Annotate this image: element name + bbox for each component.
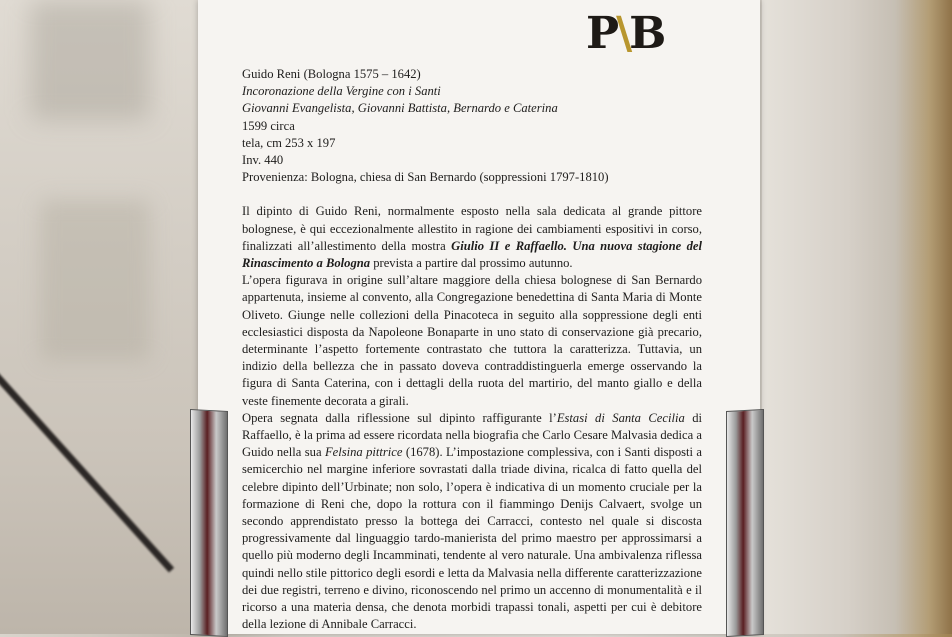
inventory-line: Inv. 440: [242, 153, 284, 168]
artwork-header: [242, 66, 702, 186]
medium-line: tela, cm 253 x 197: [242, 135, 336, 150]
description: [242, 203, 702, 633]
background-wall-right: [762, 0, 952, 634]
paragraph-1-text-b: prevista a partire dal prossimo autunno.: [370, 256, 573, 271]
date-line: 1599 circa: [242, 118, 295, 133]
raphael-work-title: Estasi di Santa Cecilia: [556, 410, 685, 425]
title-line-1: Incoronazione della Vergine con i Santi: [242, 84, 441, 99]
pnb-logo: [586, 8, 667, 59]
blurred-fixture-top: [30, 0, 150, 120]
paragraph-2: L’opera figurava in origine sull’altare maggiore della chiesa bolognese di San Bernardo appartenuta, insieme al convento, alla Congregazione benedettina di Santa Maria di Monte Oliveto. Giunge nelle collezioni della Pinacoteca in seguito alla soppressione degli enti ecclesiastici disposta da Napoleone Bonaparte in uno stato di conservazione già precario, determinante l’aspetto fortemente contrastato che tuttora la caratterizza. Tuttavia, un indizio della bellezza che in passato doveva contraddistinguerla emerge osservando la figura di Santa Caterina, con i dettagli della ruota del martirio, del manto giallo e della veste finemente decorata a girali.: [242, 273, 702, 408]
title-line-2: Giovanni Evangelista, Giovanni Battista, Bernardo e Caterina: [242, 101, 558, 116]
logo-letter-p: P: [586, 8, 621, 59]
artist-line: Guido Reni (Bologna 1575 – 1642): [242, 67, 421, 81]
logo-slash: \: [616, 8, 634, 59]
paragraph-3-text-c: (1678). L’impostazione complessiva, con i Santi disposti a semicerchio nel margine inferiore sovrastati dalla triade divina, ricalca di fatto quella del celebre dipinto dell’Urbinate; non solo, l’opera è indicativa di un momento cruciale per la formazione di Reni che, dopo la rottura con il fiammingo Denijs Calvaert, svolge un secondo apprendistato presso la bottega dei Carracci, contesto nel quale si discosta progressivamente dal linguaggio tardo-manierista del primo maestro per approssimarsi a quello più moderno degli Incamminati, tendente al vero naturale. Una ambivalenza riflessa quindi nello stile pittorico degli esordi e letta da Malvasia nella differente caratterizzazione dei due registri, terreno e divino, riconoscendo nel primo un accenno di monumentalità e il ricorso a una materia densa, che denota morbidi trapassi tonali, aspetti per cui è debitore della lezione di Annibale Carracci.: [242, 445, 702, 632]
paragraph-3: [242, 410, 702, 634]
logo-letter-b: B: [629, 8, 668, 59]
paragraph-1-text-a: Il dipinto di Guido Reni, normalmente esposto nella sala dedicata al grande pittore bolognese, è qui eccezionalmente allestito in ragione dei cambiamenti espositivi in corso, finalizzati all’allestimento della mostra: [242, 204, 702, 253]
blurred-fixture-middle: [40, 200, 150, 360]
exhibition-title: Giulio II e Raffaello. Una nuova stagione del Rinascimento a Bologna: [242, 238, 702, 271]
paragraph-1: [242, 203, 702, 272]
provenance-line: Provenienza: Bologna, chiesa di San Bernardo (soppressioni 1797-1810): [242, 170, 609, 185]
label-text: [242, 66, 702, 634]
malvasia-book-title: Felsina pittrice: [324, 445, 403, 460]
metal-clip-left: [190, 409, 228, 637]
paragraph-3-text-b: di Raffaello, è la prima ad essere ricordata nella biografia che Carlo Cesare Malvasia dedica a Guido nella sua: [242, 410, 703, 460]
metal-clip-right: [726, 409, 764, 637]
paragraph-3-text-a: Opera segnata dalla riflessione sul dipinto raffigurante l’: [242, 410, 557, 425]
